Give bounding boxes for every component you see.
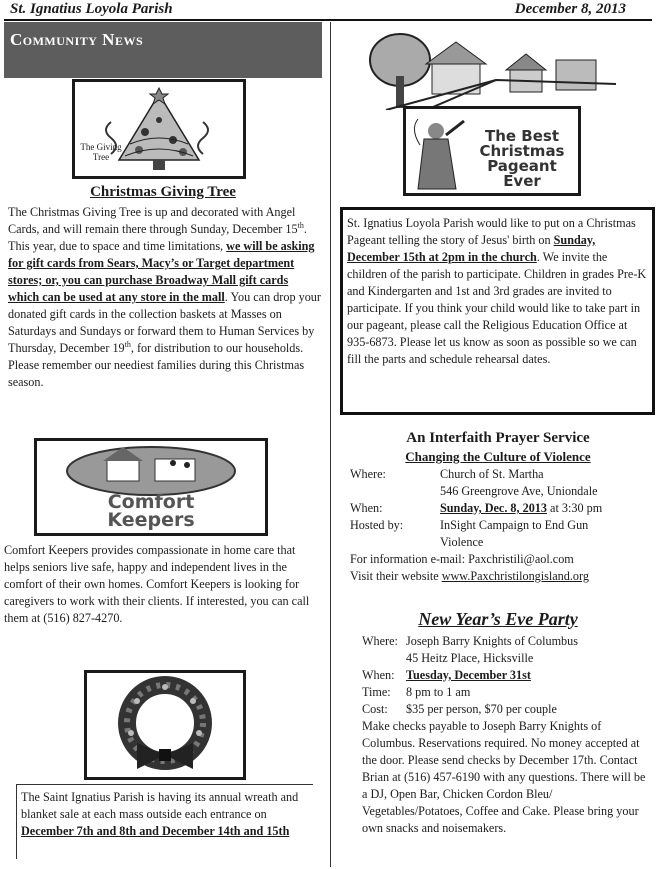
prayer-where1: Church of St. Martha [440, 467, 544, 481]
prayer-details [350, 466, 650, 585]
nye-cost-label: Cost: [362, 702, 388, 716]
parish-name: St. Ignatius Loyola Parish [10, 1, 173, 17]
nye-time: 8 pm to 1 am [406, 685, 471, 699]
comfort-logo-line1: Comfort [107, 491, 195, 513]
giving-tree-bold: we will be asking for gift cards from Sears, Macy’s or Target department stores; or, you can purchase Broadway Mall gift cards which can be used at any store in the mall [8, 239, 315, 304]
pageant-logo [403, 106, 581, 196]
nye-when-label: When: [362, 668, 395, 682]
nye-when-date: Tuesday, December 31st [406, 668, 531, 682]
nye-cost: $35 per person, $70 per couple [406, 702, 557, 716]
comfort-keepers-wordmark [37, 493, 265, 529]
prayer-when-label: When: [350, 501, 383, 515]
wreath-sale-box [16, 784, 313, 859]
pageant-box [340, 207, 655, 415]
prayer-when-time: at 3:30 pm [547, 501, 603, 515]
community-news-banner [4, 22, 322, 78]
giving-tree-p4: , for distribution to our households. Please remember our neediest families during this Christmas season. [8, 341, 305, 389]
prayer-where2: 546 Greengrove Ave, Uniondale [440, 484, 598, 498]
pageant-logo-line1: The Best [484, 127, 559, 145]
nye-where1: Joseph Barry Knights of Columbus [406, 634, 578, 648]
pageant-t1: St. Ignatius Loyola Parish would like to put on a Christmas Pageant telling the story of Jesus' birth on [347, 216, 636, 247]
pageant-t2: . We invite the children of the parish to participate. Children in grades Pre-K and Kindergarten and 1st and 3rd grades are invited to participate. If you think your child would like to take part in our pageant, please call the Religious Education Office at 935-6873. Please let us know as soon as possible so we can fill the parts and schedule rehearsal dates. [347, 250, 647, 366]
prayer-subtitle: Changing the Culture of Violence [405, 449, 591, 464]
nye-where2: 45 Heitz Place, Hicksville [406, 651, 534, 665]
village-illustration [366, 24, 616, 110]
comfort-logo-line2: Keepers [107, 509, 195, 531]
column-divider [330, 22, 331, 867]
pageant-wordmark [468, 129, 576, 189]
nye-details [362, 633, 650, 837]
nye-title: New Year’s Eve Party [418, 609, 578, 629]
prayer-where-label: Where: [350, 467, 386, 481]
nye-where-label: Where: [362, 634, 398, 648]
giving-tree-image [72, 79, 246, 179]
issue-date: December 8, 2013 [514, 1, 626, 17]
nye-time-label: Time: [362, 685, 391, 699]
prayer-host-label: Hosted by: [350, 518, 404, 532]
giving-tree-p3: . You can drop your donated gift cards in the collection baskets at Masses on Saturdays and Sundays or forward them to Human Services by Thursday, December 19 [8, 290, 321, 355]
wreath-sale-dates: December 7th and 8th and December 14th and 15th [21, 824, 290, 838]
giving-tree-title: Christmas Giving Tree [90, 184, 236, 200]
giving-tree-caption: The Giving Tree [80, 142, 122, 162]
prayer-visit: Visit their website [350, 569, 442, 583]
comfort-keepers-text: Comfort Keepers provides compassionate in home care that helps seniors live safe, happy and independent lives in the comfort of their own homes. Comfort Keepers is looking for caregivers to work with their clients. If interested, you can call them at (516) 827-4270. [4, 543, 310, 625]
sup-2: th [124, 339, 131, 349]
comfort-keepers-logo [34, 438, 268, 536]
pageant-logo-line2: Christmas [479, 142, 565, 160]
pageant-date: Sunday, December 15th at 2pm in the church [347, 233, 596, 264]
giving-tree-text [8, 204, 322, 391]
wreath-image [84, 670, 246, 780]
prayer-host2: Violence [440, 535, 484, 549]
prayer-title: An Interfaith Prayer Service [406, 430, 590, 446]
header-rule [4, 19, 652, 21]
sup-1: th [297, 220, 304, 230]
pageant-text [343, 210, 652, 368]
nye-body: Make checks payable to Joseph Barry Knights of Columbus. Reservations required. No money accepted at the door. Please send checks by December 17th. Contact Brian at (516) 457-6190 with any questions. There will be a DJ, Open Bar, Chicken Cordon Bleu/ Vegetables/Potatoes, Coffee and Cake. Please bring your own snacks and noisemakers. [362, 719, 646, 835]
giving-tree-p1: The Christmas Giving Tree is up and decorated with Angel Cards, and will remain there through Sunday, December 15 [8, 205, 298, 236]
banner-title: Community News [10, 30, 144, 49]
prayer-info: For information e-mail: Paxchristili@aol.com [350, 552, 574, 566]
wreath-sale-text [17, 785, 313, 840]
pageant-logo-line3: Pageant Ever [487, 157, 557, 190]
giving-tree-p2: . This year, due to space and time limitations, [8, 222, 307, 253]
prayer-website-link[interactable]: www.Paxchristilongisland.org [441, 569, 589, 583]
wreath-sale-t1: The Saint Ignatius Parish is having its annual wreath and blanket sale at each mass outside each entrance on [21, 790, 299, 821]
prayer-when-date: Sunday, Dec. 8, 2013 [440, 501, 547, 515]
prayer-host1: InSight Campaign to End Gun [440, 518, 589, 532]
